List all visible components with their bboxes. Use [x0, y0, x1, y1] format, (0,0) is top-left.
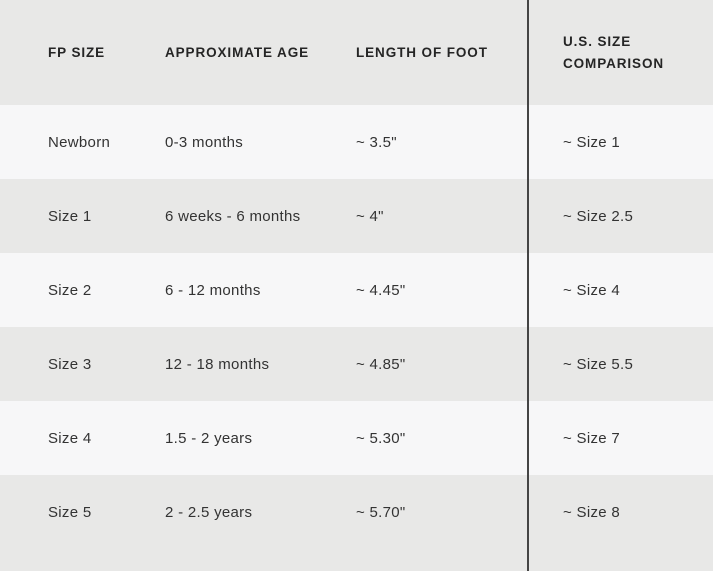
cell-foot-length: ~ 4" — [356, 207, 384, 225]
cell-us-size: ~ Size 4 — [563, 281, 621, 299]
cell-foot-length: ~ 5.70" — [356, 503, 406, 521]
table-row — [0, 253, 713, 327]
cell-fp-size: Size 1 — [48, 207, 92, 225]
table-row — [0, 401, 713, 475]
cell-fp-size: Size 3 — [48, 355, 92, 373]
cell-foot-length: ~ 5.30" — [356, 429, 406, 447]
col-header-approximate-age: APPROXIMATE AGE — [165, 44, 310, 60]
cell-fp-size: Newborn — [48, 133, 111, 151]
cell-approximate-age: 2 - 2.5 years — [165, 503, 253, 521]
col-header-fp-size: FP SIZE — [48, 44, 106, 60]
cell-fp-size: Size 5 — [48, 503, 92, 521]
cell-foot-length: ~ 4.85" — [356, 355, 406, 373]
cell-us-size: ~ Size 7 — [563, 429, 621, 447]
cell-us-size: ~ Size 5.5 — [563, 355, 634, 373]
cell-fp-size: Size 2 — [48, 281, 92, 299]
cell-us-size: ~ Size 8 — [563, 503, 621, 521]
col-header-length-of-foot: LENGTH OF FOOT — [356, 44, 488, 60]
cell-approximate-age: 1.5 - 2 years — [165, 429, 253, 447]
table-row — [0, 105, 713, 179]
cell-foot-length: ~ 4.45" — [356, 281, 406, 299]
table-row — [0, 475, 713, 549]
col-header-us-size-comparison: U.S. SIZE COMPARISON — [563, 33, 665, 71]
table-row — [0, 327, 713, 401]
cell-us-size: ~ Size 1 — [563, 133, 621, 151]
cell-us-size: ~ Size 2.5 — [563, 207, 634, 225]
table-row — [0, 179, 713, 253]
header-row — [0, 0, 713, 105]
cell-approximate-age: 0-3 months — [165, 133, 244, 151]
column-divider — [527, 0, 529, 571]
cell-approximate-age: 12 - 18 months — [165, 355, 270, 373]
cell-approximate-age: 6 - 12 months — [165, 281, 261, 299]
cell-approximate-age: 6 weeks - 6 months — [165, 207, 301, 225]
cell-foot-length: ~ 3.5" — [356, 133, 397, 151]
cell-fp-size: Size 4 — [48, 429, 92, 447]
